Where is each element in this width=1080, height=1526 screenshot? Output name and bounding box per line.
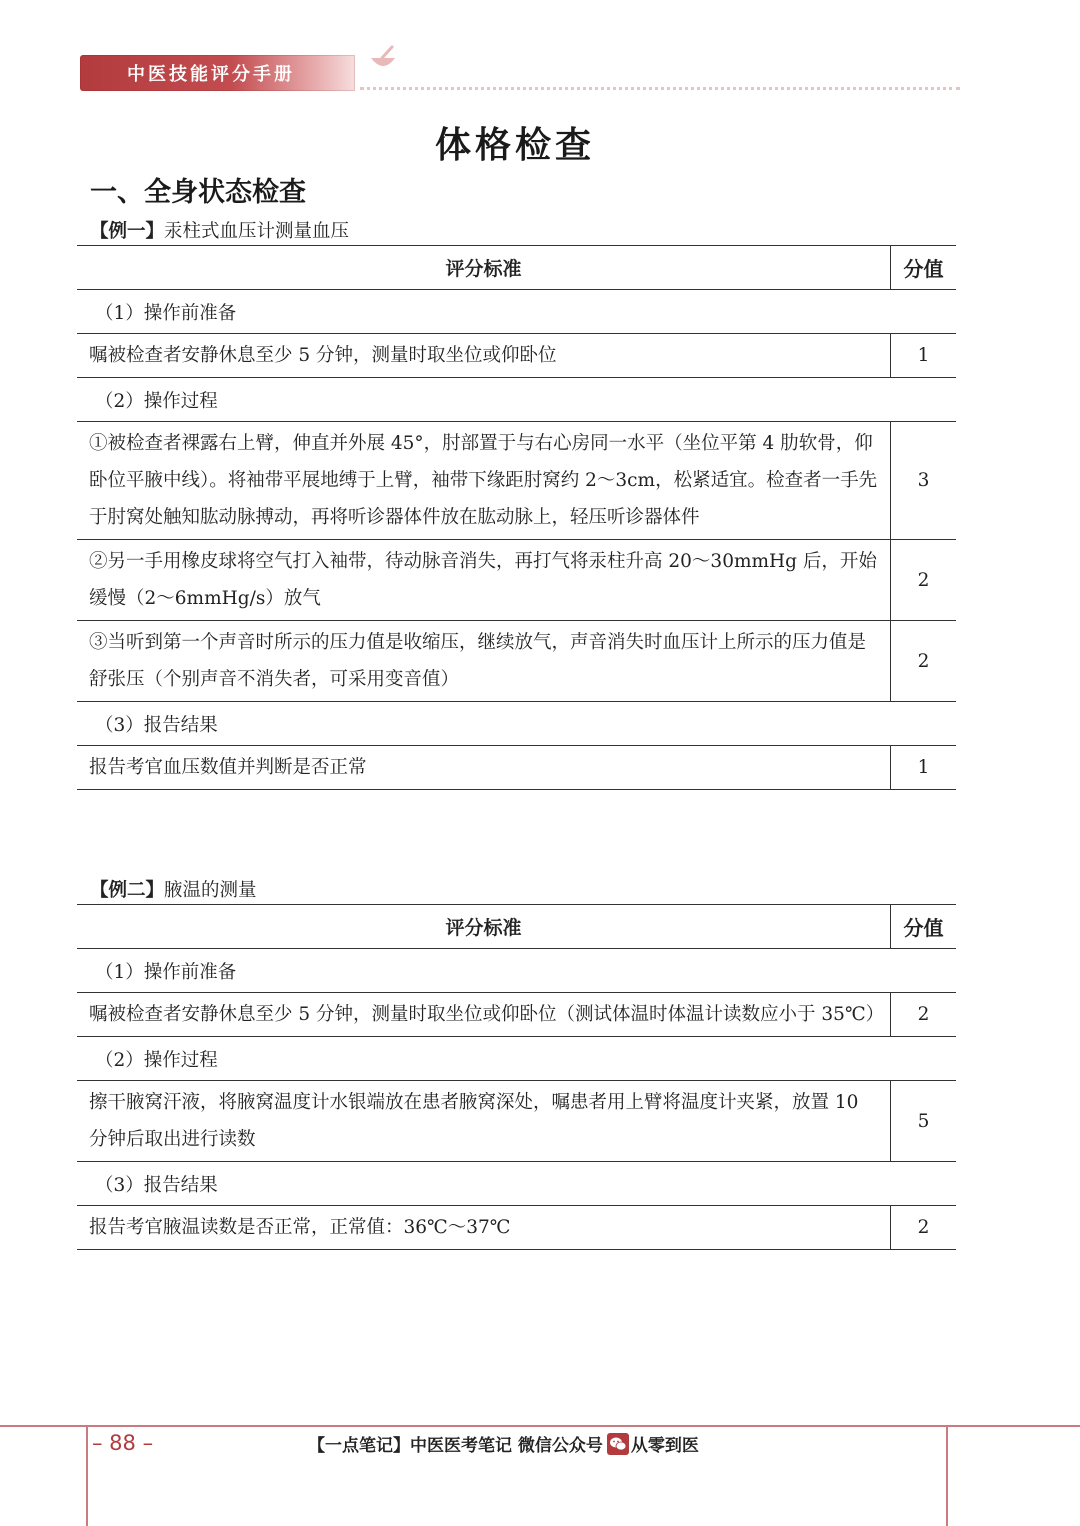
table-row	[77, 540, 956, 621]
header-banner	[80, 55, 355, 91]
criteria-header: 评分标准	[77, 905, 891, 949]
subsection-label: （3）报告结果	[77, 702, 956, 746]
footer-right-rule	[946, 1427, 948, 1526]
criteria-text: ③当听到第一个声音时所示的压力值是收缩压，继续放气，声音消失时血压计上所示的压力值是舒张压（个别声音不消失者，可采用变音值）	[77, 621, 891, 702]
score-value: 1	[891, 746, 957, 790]
table-row	[77, 378, 956, 422]
criteria-text: 擦干腋窝汗液，将腋窝温度计水银端放在患者腋窝深处，嘱患者用上臂将温度计夹紧，放置 10 分钟后取出进行读数	[77, 1081, 891, 1162]
table-row	[77, 422, 956, 540]
score-value: 2	[891, 621, 957, 702]
table-row	[77, 993, 956, 1037]
criteria-text: ②另一手用橡皮球将空气打入袖带，待动脉音消失，再打气将汞柱升高 20～30mmHg 后，开始缓慢（2～6mmHg/s）放气	[77, 540, 891, 621]
example1-label	[90, 217, 349, 243]
table-row	[77, 290, 956, 334]
section-title: 一、全身状态检查	[90, 177, 306, 208]
table-row	[77, 746, 956, 790]
score-value: 2	[891, 993, 957, 1037]
footer-text-left: 【一点笔记】中医医考笔记 微信公众号	[308, 1436, 603, 1456]
footer-rule	[0, 1425, 1080, 1427]
table-row	[77, 621, 956, 702]
example1-table	[77, 245, 956, 790]
table-row	[77, 1206, 956, 1250]
banner-text: 中医技能评分手册	[127, 64, 295, 85]
example2-label	[90, 876, 257, 902]
criteria-header: 评分标准	[77, 246, 891, 290]
example2-title: 腋温的测量	[164, 880, 257, 901]
subsection-label: （3）报告结果	[77, 1162, 956, 1206]
table-row	[77, 1162, 956, 1206]
criteria-text: 嘱被检查者安静休息至少 5 分钟，测量时取坐位或仰卧位	[77, 334, 891, 378]
score-header: 分值	[891, 246, 957, 290]
page-title: 体格检查	[434, 125, 595, 166]
page-number: – 88 –	[92, 1431, 154, 1455]
criteria-text: 报告考官血压数值并判断是否正常	[77, 746, 891, 790]
example1-title: 汞柱式血压计测量血压	[164, 221, 350, 242]
wechat-icon	[607, 1433, 629, 1455]
criteria-text: 报告考官腋温读数是否正常，正常值：36℃～37℃	[77, 1206, 891, 1250]
example2-table	[77, 904, 956, 1250]
table-row	[77, 1037, 956, 1081]
footer-text	[308, 1431, 699, 1456]
footer-text-right: 从零到医	[630, 1436, 699, 1456]
table-row	[77, 949, 956, 993]
criteria-text: ①被检查者裸露右上臂，伸直并外展 45°，肘部置于与右心房同一水平（坐位平第 4 肋软骨，仰卧位平腋中线）。将袖带平展地缚于上臂，袖带下缘距肘窝约 2～3cm，松紧适宜。检查者一手先于肘窝处触知肱动脉搏动，再将听诊器体件放在肱动脉上，轻压听诊器体件	[77, 422, 891, 540]
table-row	[77, 334, 956, 378]
header-dotted-line	[360, 87, 960, 90]
score-value: 5	[891, 1081, 957, 1162]
subsection-label: （2）操作过程	[77, 1037, 956, 1081]
subsection-label: （2）操作过程	[77, 378, 956, 422]
subsection-label: （1）操作前准备	[77, 290, 956, 334]
score-value: 3	[891, 422, 957, 540]
score-value: 2	[891, 1206, 957, 1250]
score-value: 2	[891, 540, 957, 621]
footer-left-rule	[86, 1427, 88, 1526]
subsection-label: （1）操作前准备	[77, 949, 956, 993]
example2-tag: 【例二】	[90, 880, 165, 901]
table-row	[77, 702, 956, 746]
table-row	[77, 1081, 956, 1162]
criteria-text: 嘱被检查者安静休息至少 5 分钟，测量时取坐位或仰卧位（测试体温时体温计读数应小于 35℃）	[77, 993, 891, 1037]
score-value: 1	[891, 334, 957, 378]
example1-tag: 【例一】	[90, 221, 165, 242]
score-header: 分值	[891, 905, 957, 949]
mortar-icon	[368, 44, 398, 74]
